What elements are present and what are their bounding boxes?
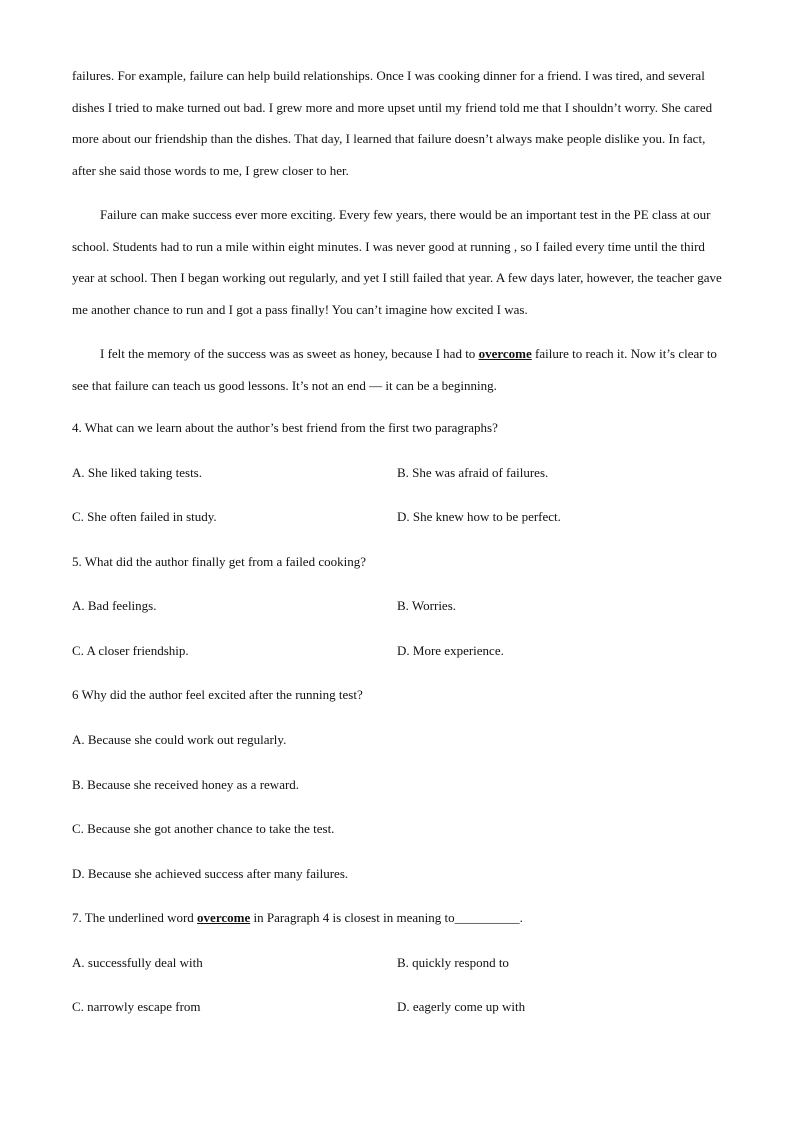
question-4-option-d: D. She knew how to be perfect. — [397, 509, 561, 524]
passage-paragraph-1: failures. For example, failure can help build relationships. Once I was cooking dinner for a friend. I was tired, and several dishes I tried to make turned out bad. I grew more and more upset until my friend told me that I shouldn’t worry. She cared more about our friendship than the dishes. That day, I learned that failure doesn’t always make people dislike you. In fact, after she said those words to me, I grew closer to her. — [72, 68, 713, 178]
question-5-stem: 5. What did the author finally get from a failed cooking? — [72, 554, 366, 569]
question-4-stem: 4. What can we learn about the author’s best friend from the first two paragraphs? — [72, 420, 498, 435]
question-5-option-c: C. A closer friendship. — [72, 643, 189, 658]
question-7-stem-end: in Paragraph 4 is closest in meaning to__________. — [250, 910, 523, 925]
question-7-option-a: A. successfully deal with — [72, 955, 203, 970]
question-4-option-a: A. She liked taking tests. — [72, 465, 202, 480]
underlined-keyword: overcome — [478, 346, 532, 361]
question-6-option-c: C. Because she got another chance to take the test. — [72, 821, 335, 836]
paragraph-3-text-end: failure to reach it. Now it’s clear to see that failure can teach us good lessons. It’s not an end — it can be a beginning. — [72, 346, 717, 393]
question-5-option-b: B. Worries. — [397, 598, 457, 613]
question-7-keyword: overcome — [197, 910, 251, 925]
question-6-option-d: D. Because she achieved success after many failures. — [72, 866, 349, 881]
question-7-option-d: D. eagerly come up with — [397, 999, 526, 1014]
question-7-option-c: C. narrowly escape from — [72, 999, 201, 1014]
question-7-stem — [72, 909, 523, 927]
question-6-stem: 6 Why did the author feel excited after the running test? — [72, 687, 363, 702]
passage-paragraph-2: Failure can make success ever more exciting. Every few years, there would be an important test in the PE class at our school. Students had to run a mile within eight minutes. I was never good at running , so I failed every time until the third year at school. Then I began working out regularly, and yet I still failed that year. A few days later, however, the teacher gave me another chance to run and I got a pass finally! You can’t imagine how excited I was. — [72, 207, 722, 317]
paragraph-3-text-start: I felt the memory of the success was as sweet as honey, because I had to — [100, 346, 479, 361]
question-5-option-a: A. Bad feelings. — [72, 598, 157, 613]
question-5-option-d: D. More experience. — [397, 643, 504, 658]
passage-paragraph-3 — [72, 338, 724, 401]
question-4-option-b: B. She was afraid of failures. — [397, 465, 549, 480]
question-4-option-c: C. She often failed in study. — [72, 509, 217, 524]
question-7-stem-start: 7. The underlined word — [72, 910, 198, 925]
question-7-option-b: B. quickly respond to — [397, 955, 509, 970]
question-6-option-b: B. Because she received honey as a reward. — [72, 777, 300, 792]
question-6-option-a: A. Because she could work out regularly. — [72, 732, 287, 747]
